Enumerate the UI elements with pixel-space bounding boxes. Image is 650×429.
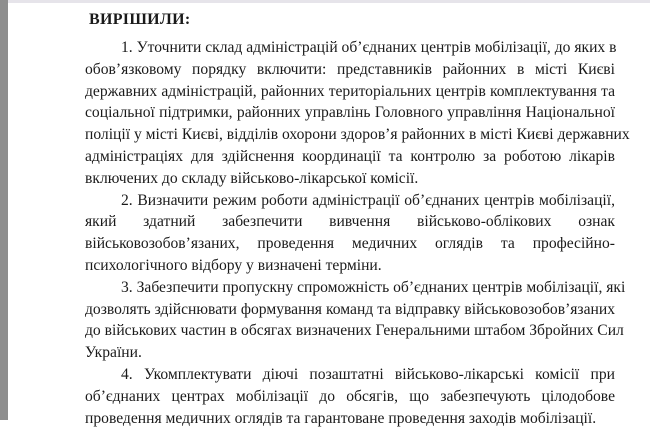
text-line: обов’язковому порядку включити: представників районних в місті Києві [85,60,615,78]
text-line: державних адміністрацій, районних територіальних центрів комплектування та [85,82,615,100]
text-line: психологічного відбору у визначені терміни. [85,256,382,274]
resolution-list [85,37,630,429]
text-line: 4. Укомплектувати діючі позаштатні військово-лікарські комісії при [121,365,615,383]
text-line: проведення медичних оглядів та гарантоване проведення заходів мобілізації. [85,409,597,427]
text-line: включених до складу військово-лікарської комісії. [85,169,419,187]
text-line: України. [85,344,142,362]
text-line: соціальної підтримки, районних управлінь Головного управління Національної [85,104,615,122]
window-top-band [0,0,650,3]
resolution-item [85,277,626,364]
text-line: об’єднаних центрах мобілізації до обсягів, що забезпечують цілодобове [85,387,615,405]
text-line: який здатний забезпечити вивчення військово-облікових ознак [85,213,615,231]
page-left-edge [0,0,8,420]
text-line: 2. Визначити режим роботи адміністрації об’єднаних центрів мобілізації, [121,191,615,209]
text-line: 3. Забезпечити пропускну спроможність об’єднаних центрів мобілізації, які [121,278,626,296]
text-line: поліції у місті Києві, відділів охорони здоров’я районних в місті Києві державних [85,126,630,144]
text-line: військовозобов’язаних, проведення медичних оглядів та професійно- [85,235,615,253]
section-heading: ВИРІШИЛИ: [89,11,191,28]
text-line: до військових частин в обсягах визначених Генеральними штабом Збройних Сил [85,322,624,340]
resolution-item [85,190,615,277]
resolution-item [85,37,630,190]
text-line: 1. Уточнити склад адміністрацій об’єднаних центрів мобілізації, до яких в [121,39,617,56]
document-page [85,9,630,429]
text-line: адміністраціях для здійснення координації та контролю за роботою лікарів [85,147,615,165]
resolution-item [85,364,615,429]
text-line: дозволять здійснювати формування команд та відправку військовозобов’язаних [85,300,615,318]
